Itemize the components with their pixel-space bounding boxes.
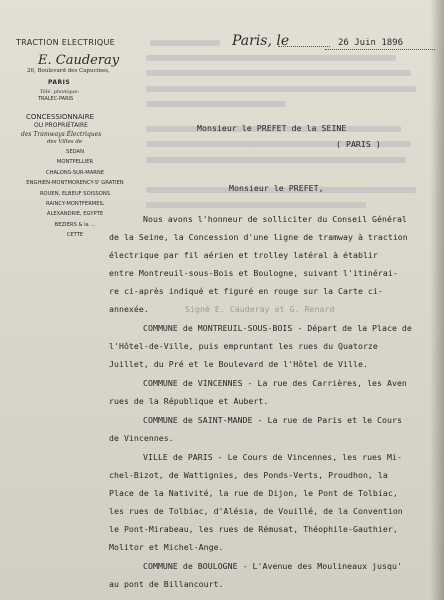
- page-edge-shadow: [430, 0, 444, 600]
- body-line: de la Seine, la Concession d'une ligne de tramway à traction: [109, 232, 408, 242]
- body-line: COMMUNE de MONTREUIL-SOUS-BOIS - Départ de la Place de: [143, 323, 412, 333]
- letterhead-name: E. Cauderay: [38, 53, 120, 68]
- letterhead-telegraph: TRALEC-PARIS: [38, 96, 74, 102]
- faint-signature: Signé E. Cauderay et G. Renard: [185, 304, 335, 314]
- body-line: re ci-après indiqué et figuré en rouge sur la Carte ci-: [109, 286, 383, 296]
- city-item: CHALONS-SUR-MARNE: [45, 169, 105, 176]
- letterhead-city: PARIS: [48, 79, 71, 86]
- body-line: au pont de Billancourt.: [109, 579, 224, 589]
- bleed-mark: [150, 40, 220, 46]
- body-line: électrique par fil aérien et trolley latéral à établir: [109, 250, 378, 260]
- date-place: Paris, le: [232, 33, 290, 49]
- city-item: SEDAN: [66, 149, 84, 155]
- date-value: 26 Juin 1896: [338, 38, 404, 48]
- body-line: Place de la Nativité, la rue de Dijon, le Pont de Tolbiac,: [109, 488, 398, 498]
- city-item: ROUEN, ELBEUF SOISSONS: [39, 190, 111, 197]
- letterhead-proprietor: OU PROPRIÉTAIRE: [34, 122, 88, 129]
- date-dotted-rule: [325, 49, 435, 50]
- body-line: COMMUNE de BOULOGNE - L'Avenue des Moulineaux jusqu': [143, 561, 402, 571]
- bleed-mark: [146, 86, 416, 92]
- date-dotted-rule: [278, 46, 330, 47]
- bleed-mark: [146, 157, 406, 163]
- body-line: annexée.: [109, 304, 149, 314]
- city-item: ALEXANDRIE, EGYPTE: [46, 211, 104, 218]
- salutation: Monsieur le PREFET,: [229, 183, 324, 193]
- body-line: VILLE de PARIS - Le Cours de Vincennes, les rues Mi-: [143, 452, 402, 462]
- body-line: Molitor et Michel-Ange.: [109, 542, 224, 552]
- body-line: COMMUNE de VINCENNES - La rue des Carrières, les Aven: [143, 378, 407, 388]
- bleed-mark: [146, 70, 411, 76]
- letterhead-address: 26, Boulevard des Capucines,: [27, 68, 110, 74]
- letterhead-city-list: [0, 147, 150, 241]
- recipient-line: Monsieur le PREFET de la SEINE: [197, 123, 347, 133]
- recipient-city: ( PARIS ): [336, 139, 381, 149]
- body-line: entre Montreuil-sous-Bois et Boulogne, suivant l'itinérai-: [109, 268, 398, 278]
- body-line: le Pont-Mirabeau, les rues de Rémusat, Théophile-Gauthier,: [109, 524, 398, 534]
- body-line: Nous avons l'honneur de solliciter du Conseil Général: [143, 214, 407, 224]
- city-item: RAINCY-MONTFERMEIL: [46, 201, 104, 208]
- bleed-mark: [146, 101, 286, 107]
- body-line: Juillet, du Pré et le Boulevard de l'Hôtel de Ville.: [109, 359, 368, 369]
- body-line: chel-Bizot, de Wattignies, des Ponds-Verts, Proudhon, la: [109, 470, 388, 480]
- body-line: de Vincennes.: [109, 433, 174, 443]
- body-line: les rues de Tolbiac, d'Alésia, de Vouillé, de la Convention: [109, 506, 403, 516]
- letterhead-villes: des Villes de: [47, 139, 83, 145]
- letterhead-concession: CONCESSIONNAIRE: [26, 113, 95, 121]
- body-line: l'Hôtel-de-Ville, puis empruntant les rues du Quatorze: [109, 341, 378, 351]
- city-item: BEZIERS & la ...: [54, 221, 96, 228]
- letterhead-telephone: Télé. phonique:: [40, 89, 79, 95]
- city-item: MONTPELLIER: [56, 159, 94, 166]
- bleed-mark: [146, 55, 396, 61]
- letterhead-trams: des Tramways Électriques: [21, 131, 102, 138]
- body-line: COMMUNE de SAINT-MANDE - La rue de Paris et le Cours: [143, 415, 402, 425]
- letterhead-brand: TRACTION ELECTRIQUE: [16, 38, 115, 47]
- bleed-mark: [146, 202, 366, 208]
- city-item: CETTE: [66, 232, 84, 239]
- body-line: rues de la République et Aubert.: [109, 396, 269, 406]
- city-item: ENGHIEN-MONTMORENCY-Sᵗ GRATIEN: [26, 180, 124, 187]
